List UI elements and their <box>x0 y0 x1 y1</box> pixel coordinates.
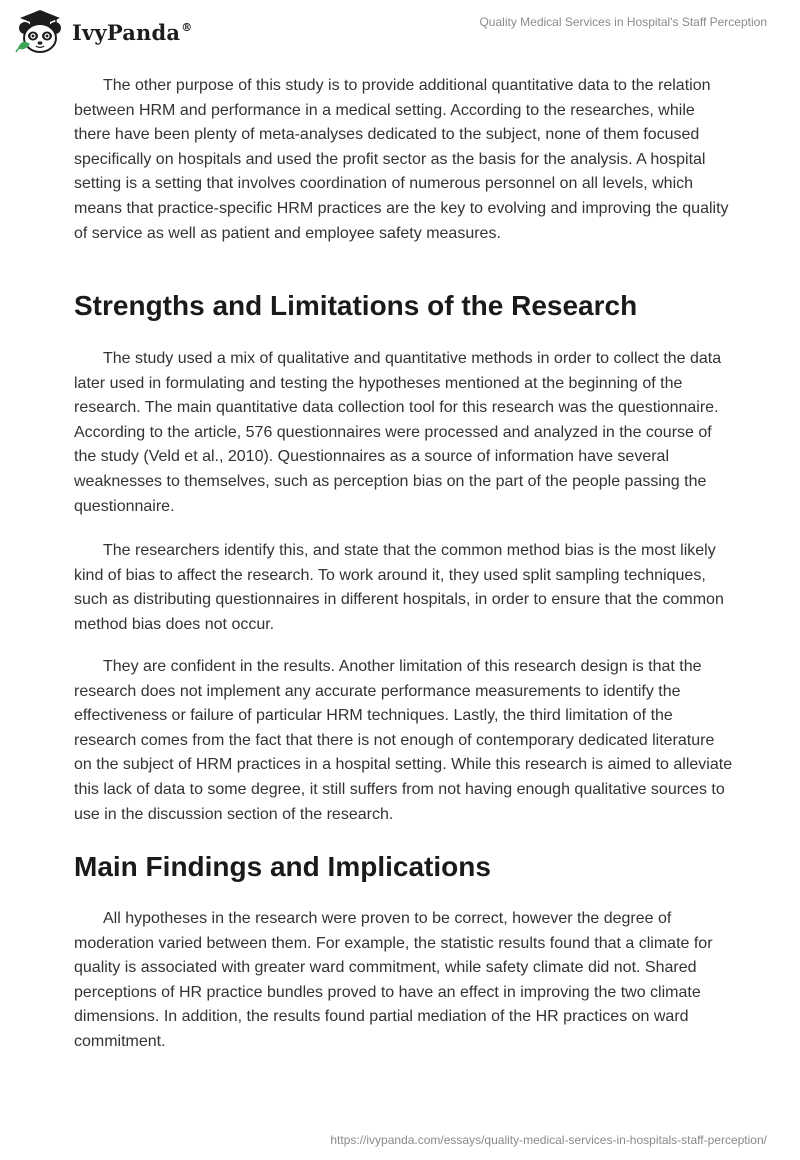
source-url-link[interactable]: https://ivypanda.com/essays/quality-medical-services-in-hospitals-staff-perception/ <box>330 1133 767 1147</box>
page-header <box>0 0 800 70</box>
paragraph-strengths-3: They are confident in the results. Another limitation of this research design is that the research does not implement any accurate performance measurements to identify the effectiveness or failure of particular HRM techniques. Lastly, the third limitation of the research comes from the fact that there is not enough of contemporary dedicated literature on the subject of HRM practices in a hospital setting. While this research is aimed to alleviate this lack of data to some degree, it still suffers from not having enough qualitative sources to use in the discussion section of the research. <box>74 658 733 823</box>
paragraph-strengths-2: The researchers identify this, and state that the common method bias is the most likely kind of bias to affect the research. To work around it, they used split sampling techniques, such as distributing questionnaires in different hospitals, in order to ensure that the common method bias does not occur. <box>74 542 724 633</box>
heading-strengths-limitations: Strengths and Limitations of the Research <box>74 290 638 321</box>
ivypanda-logo[interactable] <box>14 8 192 56</box>
logo-wordmark: IvyPanda® <box>72 19 193 45</box>
panda-logo-icon <box>14 8 66 56</box>
paragraph-intro: The other purpose of this study is to provide additional quantitative data to the relation between HRM and performance in a medical setting. According to the researches, while there have been plenty of meta-analyses dedicated to the subject, none of them focused specifically on hospitals and used the profit sector as the basis for the analysis. A hospital setting is a setting that involves coordination of numerous personnel on all levels, which means that practice-specific HRM practices are the key to evolving and improving the quality of service as well as patient and employee safety measures. <box>74 77 729 242</box>
document-title: Quality Medical Services in Hospital's Staff Perception <box>479 15 767 29</box>
heading-main-findings: Main Findings and Implications <box>74 851 491 882</box>
paragraph-strengths-1: The study used a mix of qualitative and quantitative methods in order to collect the data later used in formulating and testing the hypotheses mentioned at the beginning of the research. The main quantitative data collection tool for this research was the questionnaire. According to the article, 576 questionnaires were processed and analyzed in the course of the study (Veld et al., 2010). Questionnaires as a source of information have several weaknesses to themselves, such as perception bias on the part of the people passing the questionnaire. <box>74 350 722 515</box>
paragraph-findings-1: All hypotheses in the research were proven to be correct, however the degree of moderation varied between them. For example, the statistic results found that a climate for quality is associated with greater ward commitment, while safety climate did not. Shared perceptions of HR practice bundles proved to have an effect in improving the two climate dimensions. In addition, the results found partial mediation of the HR practices on ward commitment. <box>74 910 713 1050</box>
